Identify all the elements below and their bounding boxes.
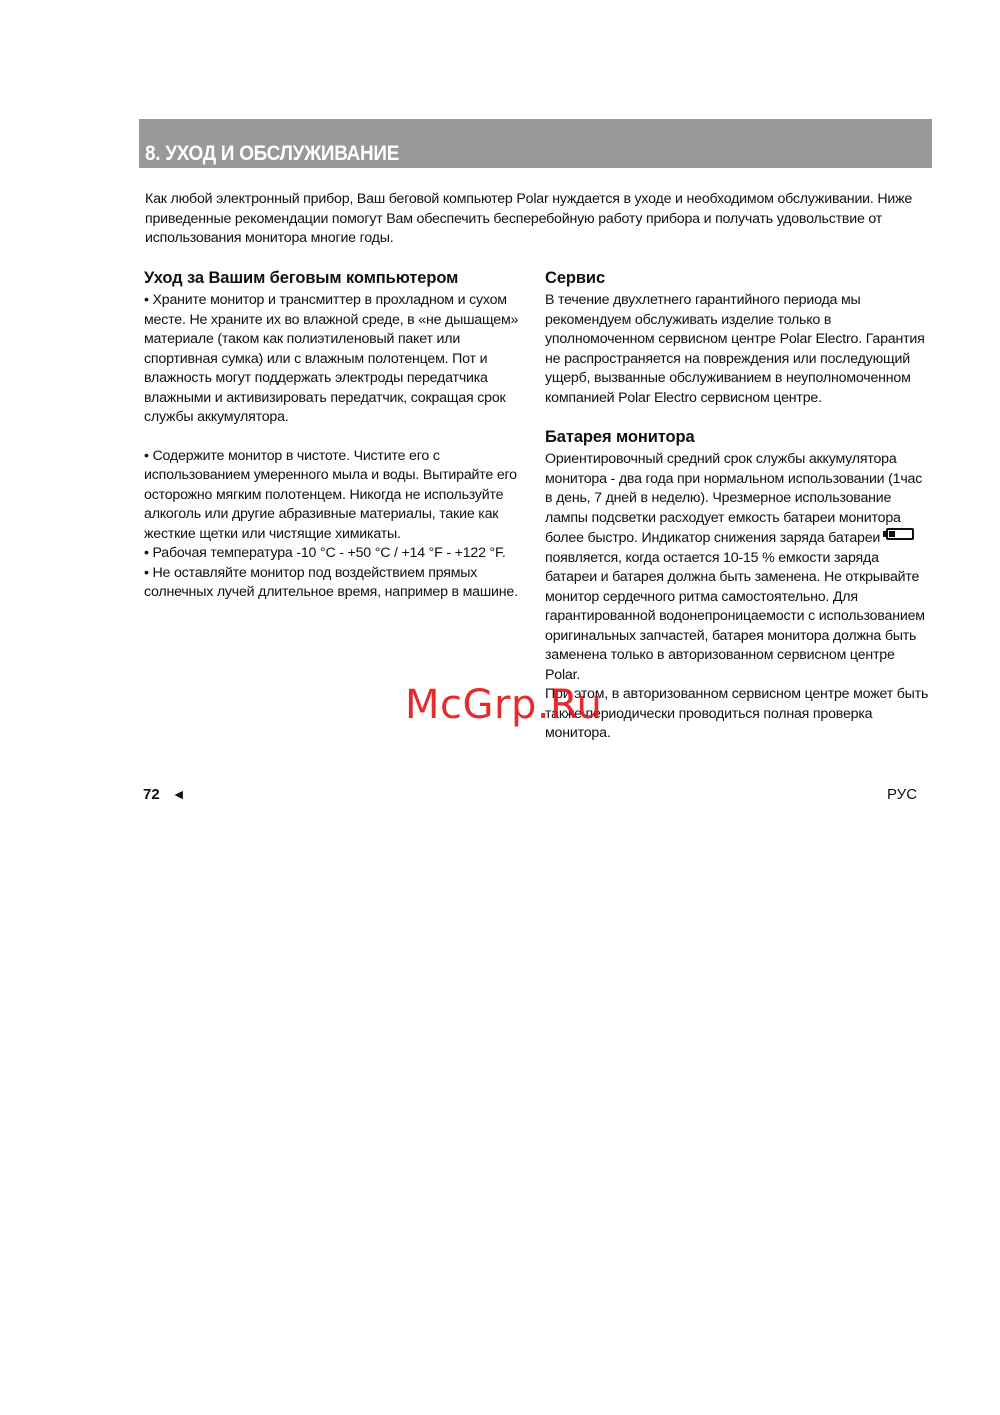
watermark-text: McGrp.Ru (405, 682, 603, 728)
previous-arrow-icon: ◄ (171, 786, 186, 802)
section-title: 8. УХОД И ОБСЛУЖИВАНИЕ (145, 142, 400, 165)
battery-paragraph (545, 450, 930, 685)
care-paragraph-cleaning: • Содержите монитор в чистоте. Чистите его с использованием умеренного мыла и воды. Вытирайте его осторожно мягким полотенцем. Никогда не используйте алкоголь или другие абразивные материалы, такие как жесткие щетки или чистящие химикаты. (144, 447, 517, 542)
low-battery-icon (886, 528, 914, 540)
left-column (144, 268, 522, 603)
service-paragraph: В течение двухлетнего гарантийного периода мы рекомендуем обслуживать изделие только в уполномоченном сервисном центре Polar Electro. Гарантия не распространяется на повреждения или последующий ущерб, вызванные обслуживанием в неуполномоченном компанией Polar Electro сервисном центре. (545, 292, 925, 406)
battery-heading: Батарея монитора (545, 428, 695, 446)
battery-text-a: Ориентировочный средний срок службы аккумулятора монитора - два года при нормальном использовании (1час в день, 7 дней в неделю). Чрезмерное использование лампы подсветки расходует емкость батареи монитора более быстро. Индикатор снижения заряда батареи (545, 451, 923, 546)
battery-text-b: появляется, когда остается 10-15 % емкости заряда батареи и батарея должна быть заменена. Не открывайте монитор сердечного ритма самостоятельно. Для гарантированной водонепроницаемости с использованием оригинальных запчастей, батарея монитора должна быть заменена только в авторизованном сервисном центре Polar. (545, 549, 925, 683)
spacer (144, 428, 522, 447)
right-column (545, 268, 930, 744)
language-label: РУС (887, 786, 918, 803)
section-header-bar (139, 119, 932, 168)
battery-paragraph-service: При этом, в авторизованном сервисном центре может быть также периодически проводиться полная проверка монитора. (545, 686, 929, 741)
care-paragraph-temperature: • Рабочая температура -10 °C - +50 °C / +14 °F - +122 °F. (144, 545, 506, 561)
page-number: 72 (143, 786, 160, 803)
care-paragraph-storage: • Храните монитор и трансмиттер в прохладном и сухом месте. Не храните их во влажной среде, в «не дышащем» материале (таком как полиэтиленовый пакет или спортивная сумка) или с влажным полотенцем. Пот и влажность могут поддержать электроды передатчика влажными и активизировать передатчик, сокращая срок службы аккумулятора. (144, 292, 519, 425)
intro-paragraph: Как любой электронный прибор, Ваш беговой компьютер Polar нуждается в уходе и необходимом обслуживании. Ниже приведенные рекомендации помогут Вам обеспечить бесперебойную работу прибора и получать удовольствие от использования монитора многие годы. (145, 191, 913, 246)
page-footer-left (143, 786, 186, 803)
service-heading: Сервис (545, 269, 606, 287)
care-paragraph-sunlight: • Не оставляйте монитор под воздействием прямых солнечных лучей длительное время, например в машине. (144, 564, 518, 600)
spacer (545, 408, 930, 427)
care-heading: Уход за Вашим беговым компьютером (144, 269, 459, 287)
